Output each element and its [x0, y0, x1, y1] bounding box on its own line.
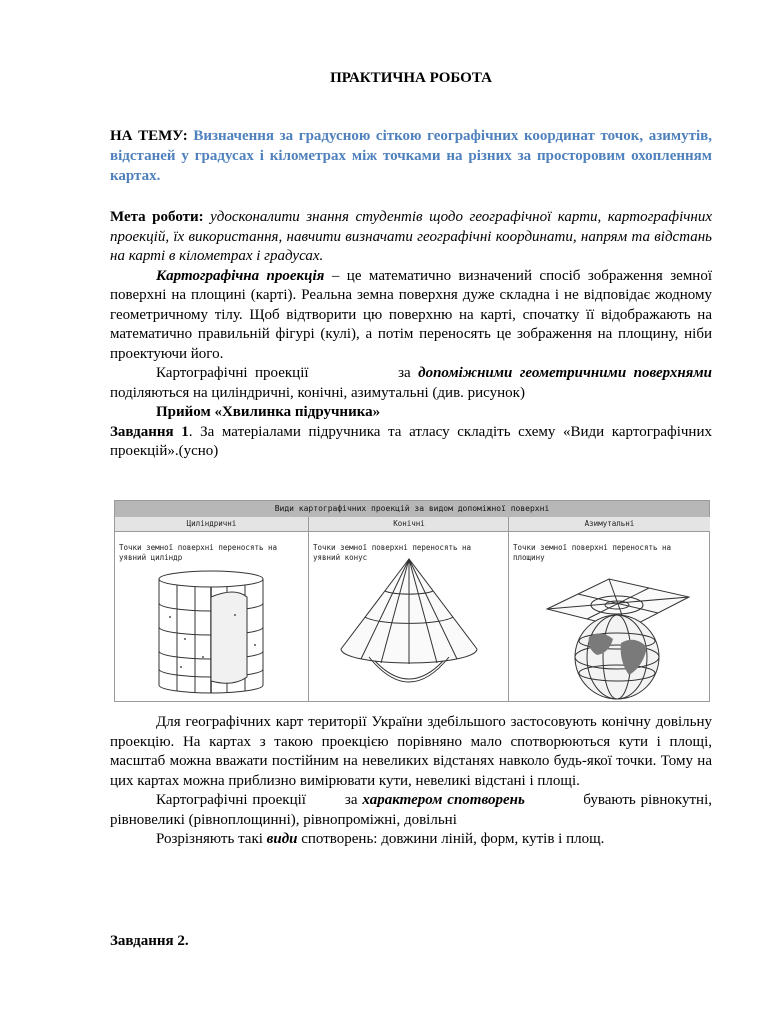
topic-label: НА ТЕМУ:: [110, 128, 188, 144]
column-title-cylindrical: Циліндричні: [115, 517, 308, 532]
types-text: спотворень: довжини ліній, форм, кутів і площ.: [301, 831, 605, 847]
main-text: [110, 208, 712, 462]
page-title: ПРАКТИЧНА РОБОТА: [330, 70, 492, 86]
distortion-mid: за: [344, 792, 358, 808]
task2-heading: Завдання 2.: [110, 933, 189, 949]
task1-label: Завдання 1: [110, 423, 189, 440]
projection-term: Картографічна проекція: [156, 267, 325, 284]
distortion-paragraph: [110, 791, 712, 830]
figure-header: Види картографічних проекцій за видом допоміжної поверхні: [115, 501, 709, 517]
figure-column-conic: [308, 517, 509, 701]
types-lead: Розрізняють такі: [156, 831, 263, 847]
column-caption-cylindrical: Точки земної поверхні переносять на уявний циліндр: [119, 543, 278, 562]
plane-globe-illustration: [509, 557, 710, 701]
column-title-conic: Конічні: [309, 517, 509, 532]
goal-paragraph: [110, 208, 712, 267]
topic-text: Визначення за градусною сіткою географічних координат точок, азимутів, відстаней у градусах і кілометрах між точками на різних за просторовим охопленням картах.: [110, 128, 712, 184]
surfaces-text: поділяються на циліндричні, конічні, азимутальні (див. рисунок): [110, 384, 525, 401]
technique-heading: Прийом «Хвилинка підручника»: [156, 404, 381, 420]
figure-column-azimuthal: [508, 517, 710, 701]
types-term: види: [266, 831, 298, 847]
topic-block: [110, 126, 712, 186]
goal-text: удосконалити знання студентів щодо географічної карти, картографічних проекцій, їх використання, навчити визначати географічні координати, напрям та відстань на карті в кілометрах і градусах.: [110, 209, 712, 264]
column-title-azimuthal: Азимутальні: [509, 517, 710, 532]
types-paragraph: [110, 830, 712, 850]
surfaces-term: допоміжними геометричними поверхнями: [418, 365, 713, 381]
column-caption-azimuthal: Точки земної поверхні переносять на площину: [513, 543, 672, 562]
distortion-lead: Картографічні проекції: [156, 792, 306, 808]
cylinder-illustration: [115, 557, 308, 701]
projection-text: – це математично визначений спосіб зображення земної поверхні на площині (карті). Реальна земна поверхня дуже складна і не відповідає жодному геометричному тілу. Щоб відтворити цю поверхню на карті, спочатку її відображають на математично правильній фігурі (кулі), а потім переносять це зображення на площину, ніби проектуючи його.: [110, 267, 713, 362]
task1-paragraph: [110, 423, 712, 462]
projection-definition: [110, 267, 712, 365]
column-caption-conic: Точки земної поверхні переносять на уявний конус: [313, 543, 472, 562]
cone-illustration: [309, 557, 509, 701]
ukraine-paragraph: Для географічних карт території України здебільшого застосовують конічну довільну проекцію. На картах з такою проекцією порівняно мало спотворюються кути і площі, масштаб можна вважати постійним на невеликих відстанях навколо будь-якої точки. Тому на цих картах можна приблизно вимірювати кути, невеликі відстані і площі.: [110, 714, 712, 789]
figure-column-cylindrical: [115, 517, 308, 701]
after-figure-text: [110, 713, 712, 850]
surfaces-paragraph: [110, 364, 712, 403]
surfaces-lead: Картографічні проекції: [156, 365, 309, 381]
surfaces-mid: за: [398, 365, 411, 381]
distortion-term: характером спотворень: [362, 792, 525, 808]
projections-figure: [114, 500, 710, 702]
goal-label: Мета роботи:: [110, 209, 204, 225]
distortion-text: бувають рівнокутні, рівновеликі (рівноплощинні), рівнопроміжні, довільні: [110, 792, 712, 828]
task1-text: . За матеріалами підручника та атласу складіть схему «Види картографічних проекцій».(усно): [110, 423, 712, 459]
